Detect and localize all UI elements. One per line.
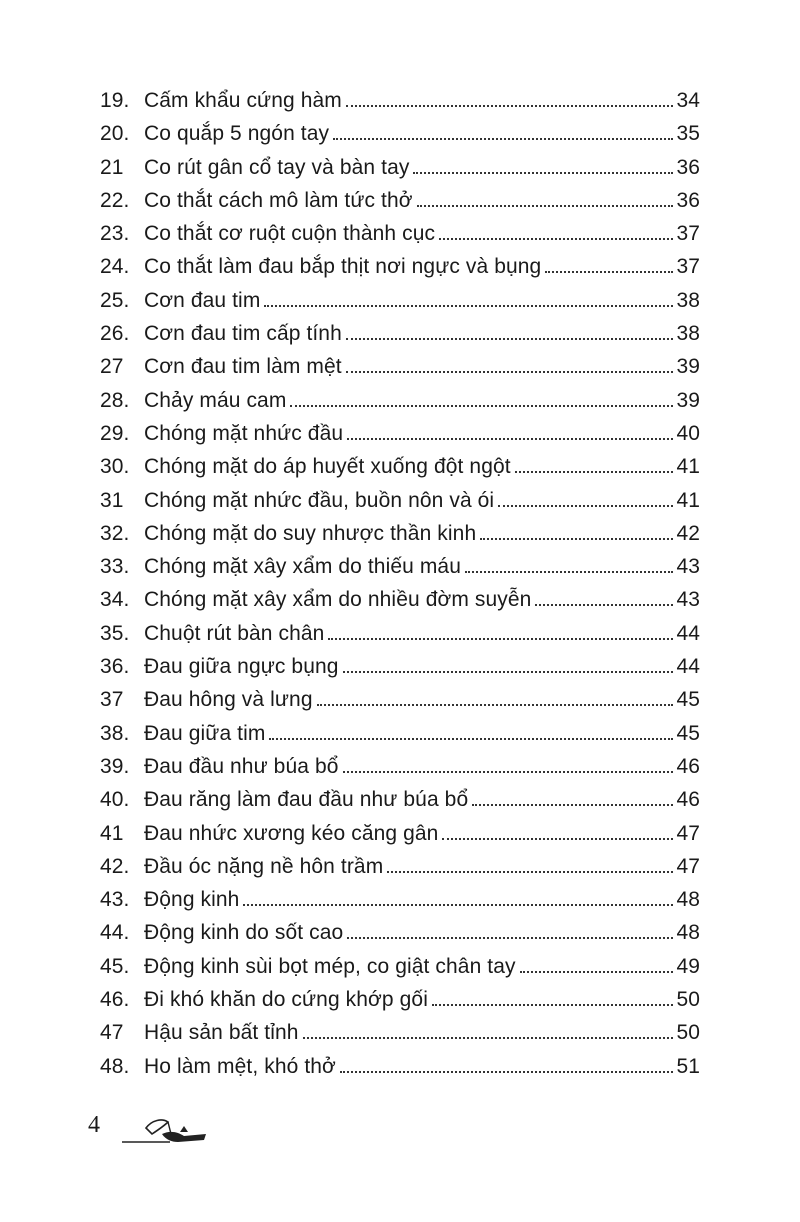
toc-entry-title: Chóng mặt do áp huyết xuống đột ngột (144, 455, 511, 479)
dot-leader (465, 571, 673, 573)
toc-entry-title: Chóng mặt nhức đầu (144, 421, 344, 445)
toc-entry-title: Đi khó khăn do cứng khớp gối (144, 988, 428, 1012)
toc-entry-page: 43 (676, 588, 700, 612)
dot-leader (343, 671, 674, 673)
dot-leader (317, 704, 674, 706)
toc-entry (100, 717, 700, 750)
toc-entry-number: 24. (100, 255, 130, 279)
toc-entry-page: 48 (676, 921, 700, 945)
toc-entry-page: 45 (676, 688, 700, 712)
toc-entry-number: 42. (100, 854, 130, 878)
toc-entry-number: 39. (100, 754, 130, 778)
toc-entry-title: Hậu sản bất tỉnh (144, 1021, 299, 1045)
toc-entry-number: 32. (100, 521, 130, 545)
dot-leader (417, 205, 674, 207)
toc-entry (100, 883, 700, 916)
toc-entry (100, 817, 700, 850)
dot-leader (480, 538, 673, 540)
toc-entry (100, 1016, 700, 1049)
toc-entry-page: 37 (676, 255, 700, 279)
toc-entry (100, 484, 700, 517)
dot-leader (264, 305, 673, 307)
toc-entry-title: Co thắt cách mô làm tức thở (144, 188, 413, 212)
toc-entry-title: Đau đầu như búa bổ (144, 754, 339, 778)
toc-entry-title: Chảy máu cam (144, 388, 287, 412)
dot-leader (442, 838, 673, 840)
toc-entry (100, 550, 700, 583)
toc-entry-title: Cơn đau tim làm mệt (144, 355, 342, 379)
dot-leader (545, 271, 673, 273)
toc-entry-page: 47 (676, 854, 700, 878)
toc-entry-title: Ho làm mệt, khó thở (144, 1054, 336, 1078)
toc-entry-page: 46 (676, 788, 700, 812)
toc-entry (100, 317, 700, 350)
toc-entry-number: 28. (100, 388, 130, 412)
toc-entry (100, 217, 700, 250)
toc-entry-number: 38. (100, 721, 130, 745)
toc-entry (100, 350, 700, 383)
dot-leader (520, 971, 674, 973)
toc-entry-title: Cơn đau tim (144, 288, 261, 312)
table-of-contents (100, 84, 700, 1083)
toc-entry-title: Đau nhức xương kéo căng gân (144, 821, 439, 845)
toc-entry-page: 50 (676, 988, 700, 1012)
dot-leader (347, 937, 673, 939)
toc-entry-number: 22. (100, 188, 130, 212)
toc-entry-title: Chóng mặt xây xẩm do thiếu máu (144, 555, 461, 579)
dot-leader (303, 1037, 674, 1039)
dot-leader (347, 438, 673, 440)
toc-entry-number: 40. (100, 788, 130, 812)
toc-entry (100, 384, 700, 417)
dot-leader (432, 1004, 673, 1006)
toc-entry-title: Đau giữa tim (144, 721, 266, 745)
toc-entry-number: 46. (100, 988, 130, 1012)
toc-entry (100, 84, 700, 117)
toc-entry-page: 44 (676, 621, 700, 645)
toc-entry (100, 417, 700, 450)
toc-entry-number: 47 (100, 1021, 124, 1045)
toc-entry-number: 43. (100, 888, 130, 912)
toc-entry-number: 27 (100, 355, 124, 379)
toc-entry-page: 37 (676, 222, 700, 246)
toc-entry-title: Động kinh sùi bọt mép, co giật chân tay (144, 954, 516, 978)
toc-entry-page: 41 (676, 455, 700, 479)
toc-entry (100, 783, 700, 816)
toc-entry-number: 41 (100, 821, 124, 845)
toc-entry-page: 39 (676, 388, 700, 412)
dot-leader (328, 638, 673, 640)
toc-entry-title: Co thắt cơ ruột cuộn thành cục (144, 222, 436, 246)
toc-entry-page: 51 (676, 1054, 700, 1078)
toc-entry (100, 950, 700, 983)
toc-entry-title: Động kinh (144, 888, 240, 912)
dot-leader (346, 105, 674, 107)
dot-leader (439, 238, 673, 240)
toc-entry-page: 36 (676, 155, 700, 179)
dot-leader (387, 871, 673, 873)
toc-entry (100, 184, 700, 217)
toc-entry-page: 34 (676, 89, 700, 112)
dot-leader (346, 338, 674, 340)
toc-entry (100, 617, 700, 650)
toc-entry (100, 250, 700, 283)
toc-entry-title: Chuột rút bàn chân (144, 621, 325, 645)
toc-entry-page: 35 (676, 122, 700, 146)
toc-entry-page: 46 (676, 754, 700, 778)
toc-entry-title: Chóng mặt nhức đầu, buồn nôn và ói (144, 488, 495, 512)
toc-entry-page: 48 (676, 888, 700, 912)
toc-entry-title: Đau giữa ngực bụng (144, 655, 339, 679)
toc-entry (100, 750, 700, 783)
toc-entry-title: Co rút gân cổ tay và bàn tay (144, 155, 410, 179)
toc-entry-page: 41 (676, 488, 700, 512)
toc-entry-title: Đau hông và lưng (144, 688, 313, 712)
toc-entry (100, 583, 700, 616)
toc-entry-page: 49 (676, 954, 700, 978)
toc-entry-page: 39 (676, 355, 700, 379)
dot-leader (290, 405, 673, 407)
toc-entry-page: 40 (676, 421, 700, 445)
toc-entry (100, 151, 700, 184)
toc-entry-number: 30. (100, 455, 130, 479)
toc-entry-page: 50 (676, 1021, 700, 1045)
toc-entry-page: 42 (676, 521, 700, 545)
toc-entry (100, 983, 700, 1016)
toc-entry-number: 33. (100, 555, 130, 579)
toc-entry-title: Cấm khẩu cứng hàm (144, 89, 342, 112)
toc-entry-title: Chóng mặt xây xẩm do nhiều đờm suyễn (144, 588, 532, 612)
toc-entry-title: Co quắp 5 ngón tay (144, 122, 330, 146)
toc-entry-page: 36 (676, 188, 700, 212)
toc-entry-number: 45. (100, 954, 130, 978)
toc-entry (100, 117, 700, 150)
page-number: 4 (88, 1112, 100, 1138)
toc-entry-number: 37 (100, 688, 124, 712)
toc-entry (100, 916, 700, 949)
toc-entry (100, 683, 700, 716)
toc-entry (100, 284, 700, 317)
dot-leader (269, 738, 673, 740)
dot-leader (340, 1071, 674, 1073)
toc-entry-number: 44. (100, 921, 130, 945)
toc-entry-title: Chóng mặt do suy nhược thần kinh (144, 521, 477, 545)
toc-entry-number: 25. (100, 288, 130, 312)
toc-entry (100, 450, 700, 483)
toc-entry-number: 26. (100, 322, 130, 346)
toc-entry-number: 29. (100, 421, 130, 445)
toc-entry-number: 35. (100, 621, 130, 645)
toc-entry-page: 38 (676, 288, 700, 312)
dot-leader (343, 771, 674, 773)
dot-leader (243, 904, 673, 906)
dot-leader (472, 804, 673, 806)
toc-entry-title: Co thắt làm đau bắp thịt nơi ngực và bụng (144, 255, 542, 279)
sailboat-ornament-icon (118, 1108, 218, 1148)
dot-leader (333, 138, 673, 140)
dot-leader (413, 172, 673, 174)
toc-entry-number: 19. (100, 89, 130, 112)
toc-entry-number: 48. (100, 1054, 130, 1078)
toc-entry-number: 23. (100, 222, 130, 246)
toc-entry (100, 1050, 700, 1083)
dot-leader (498, 505, 673, 507)
toc-entry (100, 650, 700, 683)
toc-entry-number: 21 (100, 155, 124, 179)
toc-entry-number: 20. (100, 122, 130, 146)
toc-entry (100, 850, 700, 883)
toc-entry-page: 45 (676, 721, 700, 745)
toc-entry-number: 34. (100, 588, 130, 612)
dot-leader (535, 604, 673, 606)
toc-entry-title: Động kinh do sốt cao (144, 921, 344, 945)
dot-leader (346, 371, 674, 373)
toc-entry-title: Đầu óc nặng nề hôn trầm (144, 854, 384, 878)
toc-entry-title: Cơn đau tim cấp tính (144, 322, 342, 346)
toc-entry (100, 517, 700, 550)
toc-entry-title: Đau răng làm đau đầu như búa bổ (144, 788, 469, 812)
dot-leader (515, 471, 674, 473)
toc-entry-page: 47 (676, 821, 700, 845)
toc-entry-page: 44 (676, 655, 700, 679)
toc-entry-number: 36. (100, 655, 130, 679)
toc-entry-page: 38 (676, 322, 700, 346)
toc-entry-number: 31 (100, 488, 124, 512)
toc-entry-page: 43 (676, 555, 700, 579)
